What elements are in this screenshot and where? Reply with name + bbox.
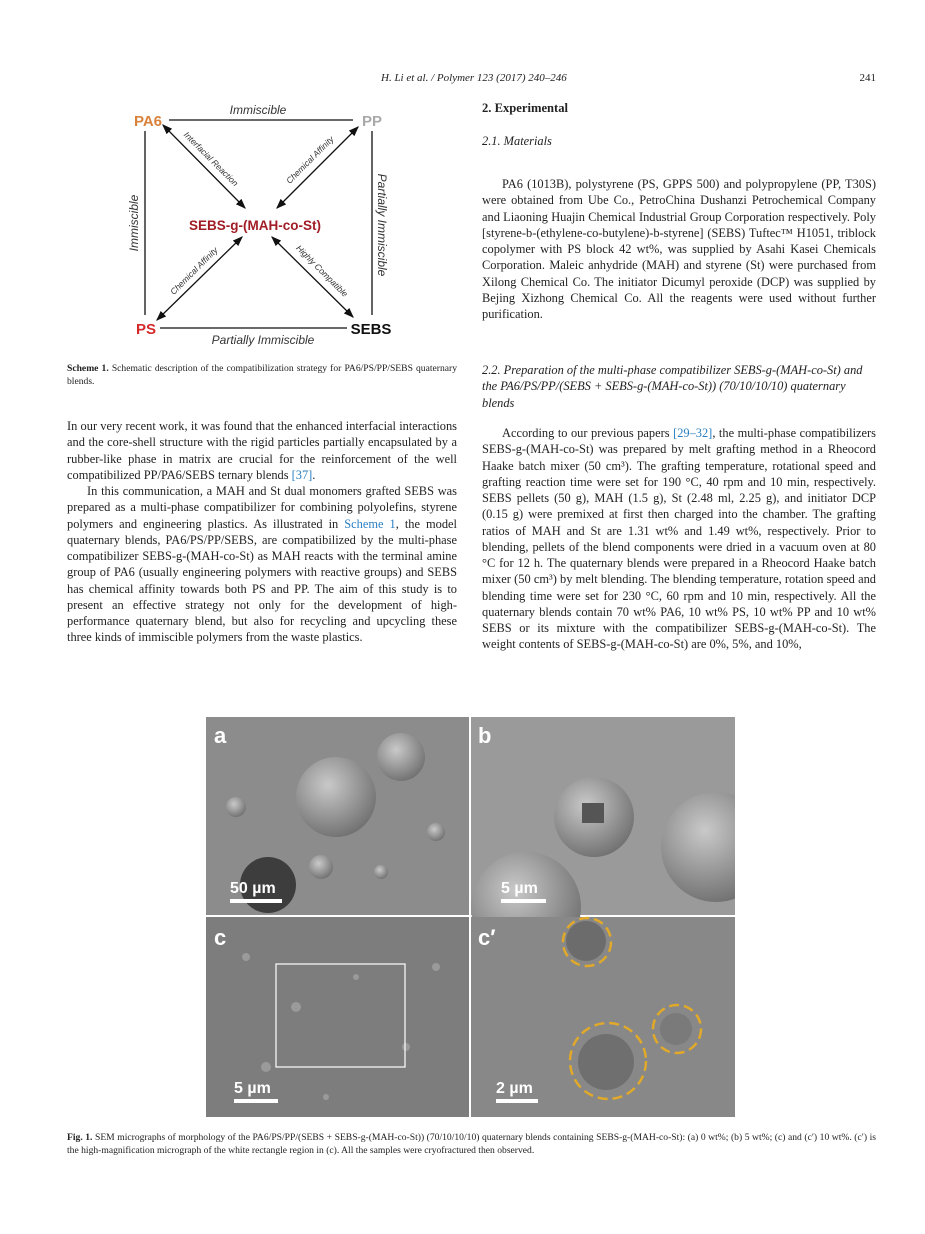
scale-label: 50 µm: [230, 880, 276, 897]
scale-label: 5 µm: [234, 1080, 271, 1097]
scale-label: 2 µm: [496, 1080, 533, 1097]
scale-bar: [230, 899, 282, 903]
scale-label: 5 µm: [501, 880, 538, 897]
edge-right-label: Partially Immiscible: [375, 173, 389, 277]
citation-link[interactable]: [29–32]: [673, 426, 713, 440]
scheme-link[interactable]: Scheme 1: [344, 516, 396, 531]
panel-label: c: [214, 925, 227, 950]
arrow-pp-label: Chemical Affinity: [284, 134, 336, 186]
paragraph: [67, 483, 457, 646]
paragraph: [67, 418, 457, 483]
scheme-caption: [67, 363, 457, 388]
figure-caption: [67, 1132, 876, 1157]
node-ps: PS: [135, 321, 157, 338]
arrow-pa6: [163, 125, 245, 208]
node-pp: PP: [361, 113, 383, 130]
citation-link[interactable]: [37]: [291, 467, 313, 482]
panel-label: c′: [478, 925, 496, 950]
arrow-pp: [277, 127, 358, 208]
scheme-caption-text: Schematic description of the compatibilization strategy for PA6/PS/PP/SEBS quaternary blends.: [67, 363, 458, 387]
figure-caption-text: SEM micrographs of morphology of the PA6/PS/PP/(SEBS + SEBS-g-(MAH-co-St)) (70/10/10/10) quaternary blends containing SEBS-g-(MAH-co-St): (a) 0 wt%; (b) 5 wt%; (c) and (c′) 10 wt%. (c′) is the high-magnification micrograph of the white rectangle region in (c). All the samples were cryofractured then observed.: [67, 1132, 876, 1156]
sem-figure: [206, 717, 735, 1117]
figure-caption-label: Fig. 1.: [67, 1132, 93, 1143]
panel-c-prime: [471, 917, 735, 1117]
panel-label: a: [214, 723, 227, 748]
subsection-heading: 2.2. Preparation of the multi-phase compatibilizer SEBS-g-(MAH-co-St) and the PA6/PS/PP/(SEBS + SEBS-g-(MAH-co-St)) (70/10/10/10) quaternary blends: [482, 363, 863, 410]
arrow-sebs: [272, 237, 353, 317]
edge-left-label: Immiscible: [127, 194, 141, 252]
text: .: [312, 467, 316, 482]
panel-c: [206, 917, 469, 1117]
materials-text: [482, 176, 876, 322]
scheme-caption-label: Scheme 1.: [67, 363, 109, 374]
arrow-ps-label: Chemical Affinity: [168, 245, 220, 297]
scale-bar: [234, 1099, 278, 1103]
arrow-ps: [157, 237, 242, 320]
scheme-diagram: [120, 70, 400, 360]
edge-bottom-label: Partially Immiscible: [211, 333, 315, 347]
panel-label: b: [478, 723, 492, 748]
node-center: SEBS-g-(MAH-co-St): [189, 218, 321, 233]
scale-bar: [496, 1099, 538, 1103]
text: In this communication, a MAH and St dual monomers grafted SEBS was prepared as a multi-phase compatibilizer for combining polyolefins, styrene polymers and engineering plastics. As illustrated in: [67, 484, 457, 531]
arrow-sebs-label: Highly Compatible: [294, 242, 351, 299]
arrow-pa6-label: Interfacial Reaction: [181, 129, 241, 189]
paragraph: PA6 (1013B), polystyrene (PS, GPPS 500) and polypropylene (PP, T30S) were obtained from Ube Co., PetroChina Dushanzi Petrochemical Company and Liaoning Huajin Chemical Industrial Group Corporation respectively. Poly [styrene-b-(ethylene-co-butylene)-b-styrene] (SEBS) Tuftec™ H1051, triblock copolymer with PS block 42 wt%, was supplied by Asahi Kasei Chemicals Corporation. Maleic anhydride (MAH) and styrene (St) were purchased from Xilong Chemical Co. The initiator Dicumyl peroxide (DCP) was supplied by Bejing Xizhong Chemical Co. All the reagents were used without further purification.: [482, 177, 876, 321]
paragraph: [482, 425, 876, 653]
preparation-text: [482, 425, 876, 653]
text: In our very recent work, it was found that the enhanced interfacial interactions and the core-shell structure with the rigid particles partially encapsulated by a rubber-like phase in matrix are crucial for the reinforcement of the well compatibilized PP/PA6/SEBS ternary blends: [67, 419, 457, 482]
running-title: H. Li et al. / Polymer 123 (2017) 240–246: [381, 72, 567, 84]
left-column-text: [67, 418, 457, 646]
node-pa6: PA6: [133, 113, 163, 130]
text: , the model quaternary blends, PA6/PS/PP/SEBS, are compatibilized by the multi-phase compatibilizer SEBS-g-(MAH-co-St) as MAH reacts with the terminal amine group of PA6 (usually engineering polymers with reactive groups) and SEBS has chemical affinity towards both PS and PP. The aim of this study is to present an effective strategy not only for the development of high-performance quaternary blend, but also for recycling and upcycling these three kinds of immiscible polymers from the waste plastics.: [67, 516, 457, 645]
text: According to our previous papers: [502, 426, 674, 440]
panel-a: [206, 717, 469, 915]
section-heading: 2. Experimental: [482, 101, 569, 115]
node-sebs: SEBS: [350, 321, 392, 338]
subsection-heading: 2.1. Materials: [482, 134, 552, 148]
edge-top-label: Immiscible: [229, 103, 287, 117]
page-number: 241: [859, 72, 876, 84]
scale-bar: [501, 899, 546, 903]
text: , the multi-phase compatibilizers SEBS-g-(MAH-co-St) was prepared by melt grafting method in a Rheocord Haake batch mixer (50 cm³). The grafting temperature, rotational speed and grafting reaction time were set for 190 °C, 40 rpm and 10 min, respectively. SEBS pellets (50 g), MAH (1.5 g), St (2.48 ml, 2.25 g), and initiator DCP (0.15 g) were premixed at first then charged into the chamber. The grafting ratios of MAH and St are 1.31 wt% and 1.49 wt%, respectively. Prior to blending, pellets of the blend components were dried in a vacuum oven at 80 °C for 12 h. The quaternary blends were prepared in a Rheocord Haake batch mixer (50 cm³) by melt blending. The blending temperature, rotation speed and blending time were set for 230 °C, 60 rpm and 10 min, respectively. All the quaternary blends contain 70 wt% PA6, 10 wt% PS, 10 wt% PP and 10 wt% SEBS or its mixture with the compatibilizer SEBS-g-(MAH-co-St). The weight contents of SEBS-g-(MAH-co-St) are 0%, 5%, and 10%,: [482, 426, 876, 652]
